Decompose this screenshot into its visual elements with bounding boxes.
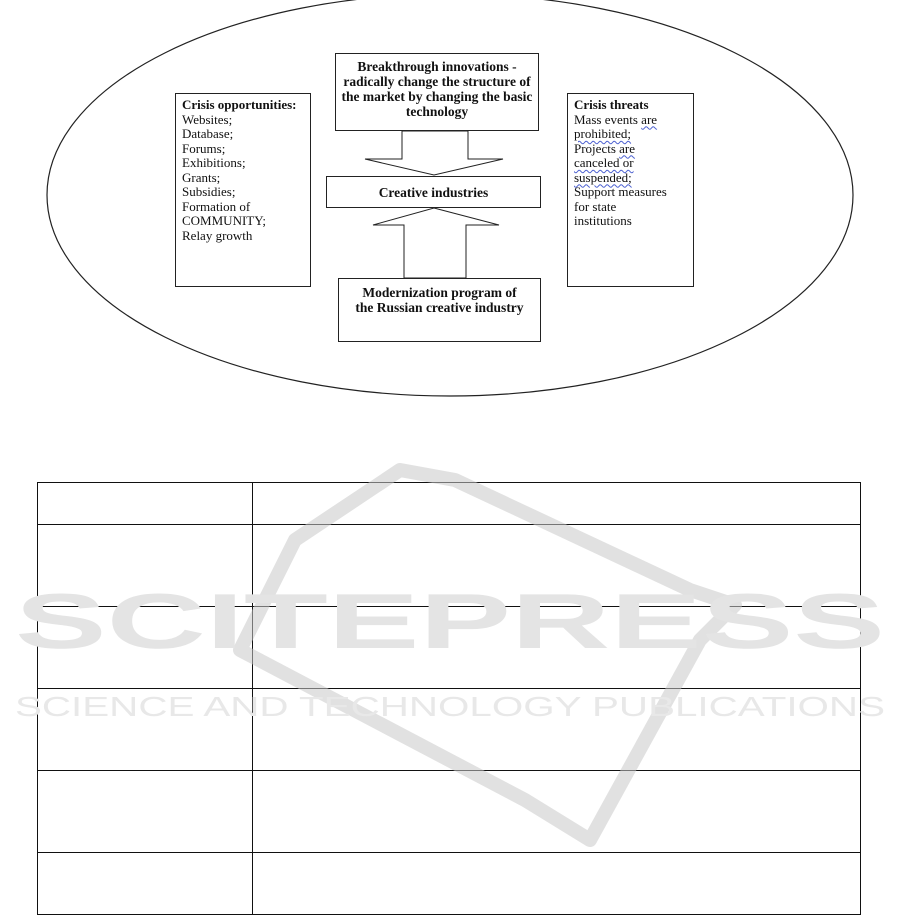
down-arrow (365, 131, 503, 175)
table-cell-value (253, 525, 861, 607)
table-cell-value (253, 853, 861, 915)
breakthrough-innovations-text: Breakthrough innovations - radically change the structure of the market by changing the basic technology (341, 59, 533, 119)
crisis-opportunities-title: Crisis opportunities: (182, 97, 297, 112)
threat-line: prohibited; (574, 126, 632, 141)
empty-table (37, 482, 861, 915)
table-row (38, 771, 861, 853)
modernization-program-box (338, 278, 541, 342)
table-cell-label (38, 607, 253, 689)
crisis-opportunities-box (175, 93, 311, 287)
table-cell-label (38, 853, 253, 915)
opportunity-item: Relay growth (182, 227, 253, 243)
opportunity-item: Database; (182, 126, 234, 141)
threat-line: Mass events are (574, 111, 658, 127)
table-cell-label (38, 689, 253, 771)
creative-industries-box (326, 176, 541, 208)
breakthrough-innovations-box (335, 53, 539, 131)
table-cell-value (253, 689, 861, 771)
opportunity-item: Forums; (182, 140, 226, 156)
table-row (38, 607, 861, 689)
table-row (38, 525, 861, 607)
opportunity-item: Formation of COMMUNITY; (182, 198, 267, 228)
opportunity-item: Websites; (182, 111, 233, 127)
watermark-tagline: SCIENCE AND TECHNOLOGY PUBLICATIONS (15, 691, 885, 722)
table-cell-label (38, 483, 253, 525)
modernization-program-text: Modernization program of the Russian creative industry (355, 285, 524, 315)
threat-line: Support measures (574, 184, 667, 199)
threat-line: suspended; (574, 169, 632, 185)
table-row (38, 483, 861, 525)
opportunity-item: Grants; (182, 169, 221, 185)
table-cell-value (253, 483, 861, 525)
table-body (38, 483, 861, 915)
table-row (38, 853, 861, 915)
table-cell-label (38, 771, 253, 853)
opportunity-item: Subsidies; (182, 184, 236, 199)
opportunity-item: Exhibitions; (182, 155, 246, 170)
table-row (38, 689, 861, 771)
creative-industries-text: Creative industries (378, 185, 489, 200)
crisis-threats-box (567, 93, 694, 287)
threat-line: for state (574, 198, 617, 214)
threat-line: Projects are (574, 140, 636, 156)
table-cell-value (253, 771, 861, 853)
up-arrow (373, 208, 499, 278)
threat-line: canceled or (574, 155, 634, 170)
watermark-brand: SCITEPRESS (15, 577, 885, 665)
table-cell-value (253, 607, 861, 689)
table-cell-label (38, 525, 253, 607)
crisis-threats-title: Crisis threats (574, 97, 649, 112)
threat-line: institutions (574, 213, 632, 228)
